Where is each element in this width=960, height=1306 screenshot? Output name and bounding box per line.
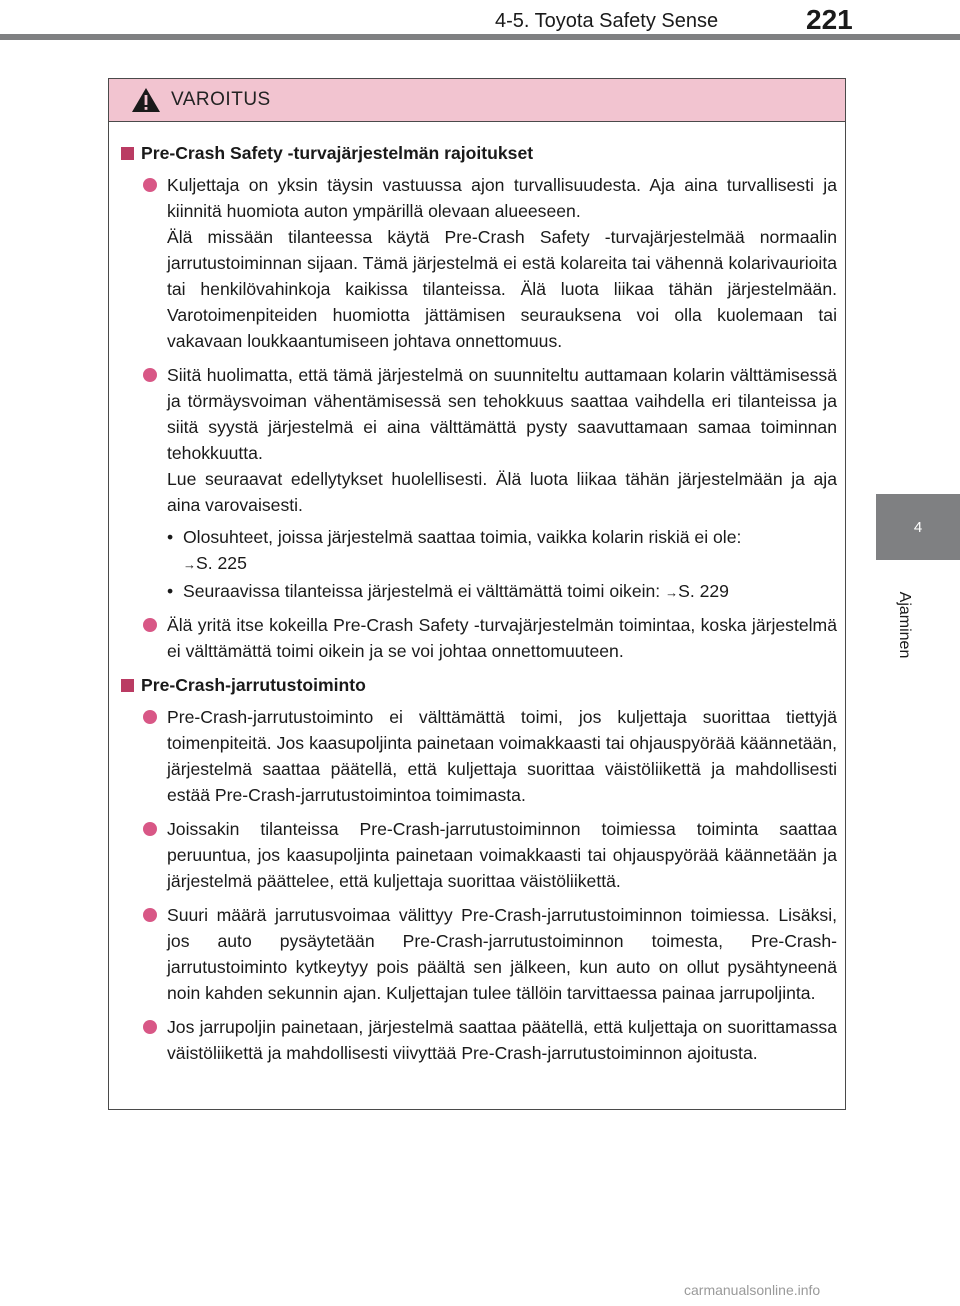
chapter-label: Ajaminen (896, 591, 913, 659)
section-title-text: Pre-Crash Safety -turvajärjestelmän rajoitukset (141, 143, 534, 163)
bullet-dot-icon (143, 822, 157, 836)
chapter-tab (876, 494, 960, 560)
page-number: 221 (806, 4, 853, 35)
bullet-dot-icon (143, 368, 157, 382)
bullet-dot-icon (143, 178, 157, 192)
arrow-right-icon: → (665, 585, 679, 600)
bullet-dot-icon (143, 1020, 157, 1034)
bullet-paragraph: Jos jarrupoljin painetaan, järjestelmä saattaa päätellä, että kuljettaja on suorittamassa väistöliikettä ja mahdollisesti viivyttää Pre-Crash-jarrutustoiminnon ajoitusta. (167, 1017, 837, 1063)
bullet-paragraph: Pre-Crash-jarrutustoiminto ei välttämättä toimi, jos kuljettaja suorittaa tiettyjä toimenpiteitä. Jos kaasupoljinta painetaan voimakkaasti tai ohjauspyörää käännetään, järjestelmä saattaa päätellä, että kuljettaja suorittaa väistöliikettä ja mahdollisesti estää Pre-Crash-jarrutustoimintoa toimimasta. (167, 707, 837, 805)
list-item (121, 362, 837, 518)
header-section-title: 4-5. Toyota Safety Sense (495, 10, 719, 32)
list-item (121, 172, 837, 354)
sub-bullet-icon: • (167, 527, 174, 547)
warning-triangle-icon (131, 87, 161, 113)
list-item (121, 612, 837, 664)
section-square-icon (121, 679, 134, 692)
bullet-dot-icon (143, 908, 157, 922)
bullet-paragraph: Kuljettaja on yksin täysin vastuussa ajon turvallisuudesta. Aja aina turvallisesti ja kiinnitä huomiota auton ympärillä olevaan alueeseen. (167, 175, 837, 221)
sub-item-text: Seuraavissa tilanteissa järjestelmä ei välttämättä toimi oikein: (183, 581, 661, 601)
footer-watermark: carmanualsonline.info (684, 1282, 821, 1298)
bullet-dot-icon (143, 618, 157, 632)
bullet-paragraph: Lue seuraavat edellytykset huolellisesti. Älä luota liikaa tähän järjestelmään ja aja aina varovaisesti. (167, 469, 837, 515)
chapter-label-container (862, 560, 946, 690)
bullet-dot-icon (143, 710, 157, 724)
chapter-number: 4 (913, 518, 923, 536)
section-title (121, 140, 837, 166)
warning-body (109, 122, 845, 1066)
warning-header (109, 79, 845, 122)
bullet-paragraph: Älä missään tilanteessa käytä Pre-Crash Safety -turvajärjestelmää normaalin jarrutustoiminnan sijaan. Tämä järjestelmä ei estä kolareita tai vähennä kolarivaurioita tai henkilövahinkoja kaikissa tilanteissa. Älä luota liikaa tähän järjestelmään. Varotoimenpiteiden huomiotta jättämisen seurauksena voi olla kuolemaan tai vakavaan loukkaantumiseen johtava onnettomuus. (167, 227, 837, 351)
bullet-paragraph: Joissakin tilanteissa Pre-Crash-jarrutustoiminnon toimiessa toiminta saattaa peruuntua, jos kaasupoljinta painetaan voimakkaasti tai ohjauspyörää käännetään ja järjestelmä päättelee, että kuljettaja suorittaa väistöliikettä. (167, 819, 837, 891)
list-item (121, 1014, 837, 1066)
sub-list-item (121, 524, 837, 578)
bullet-paragraph: Siitä huolimatta, että tämä järjestelmä on suunniteltu auttamaan kolarin välttämisessä ja törmäysvoiman vähentämisessä sen tehokkuus saattaa vaihdella eri tilanteissa ja siitä syystä järjestelmä ei aina välttämättä pysty saavuttamaan samaa toiminnan tehokkuutta. (167, 365, 837, 463)
section-title (121, 672, 837, 698)
warning-box (108, 78, 846, 1110)
bullet-paragraph: Suuri määrä jarrutusvoimaa välittyy Pre-Crash-jarrutustoiminnon toimiessa. Lisäksi, jos auto pysäytetään Pre-Crash-jarrutustoiminnon toimesta, Pre-Crash-jarrutustoiminto kytkeytyy pois päältä sen jälkeen, kun auto on ollut pysähtyneenä noin kahden sekunnin ajan. Kuljettajan tulee tällöin tarvittaessa painaa jarrupoljinta. (167, 905, 837, 1003)
bullet-paragraph: Älä yritä itse kokeilla Pre-Crash Safety -turvajärjestelmän toimintaa, koska järjestelmä ei välttämättä toimi oikein ja se voi johtaa onnettomuuteen. (167, 615, 837, 661)
page-reference-link[interactable]: S. 229 (678, 581, 729, 601)
sub-list-item (121, 578, 837, 606)
section-title-text: Pre-Crash-jarrutustoiminto (141, 675, 366, 695)
sub-bullet-icon: • (167, 581, 174, 601)
list-item (121, 704, 837, 808)
section-square-icon (121, 147, 134, 160)
sub-item-text: Olosuhteet, joissa järjestelmä saattaa toimia, vaikka kolarin riskiä ei ole: (183, 527, 742, 547)
arrow-right-icon: → (183, 557, 196, 572)
warning-title: VAROITUS (171, 89, 271, 110)
list-item (121, 902, 837, 1006)
page-reference-link[interactable]: S. 225 (196, 553, 247, 573)
list-item (121, 816, 837, 894)
